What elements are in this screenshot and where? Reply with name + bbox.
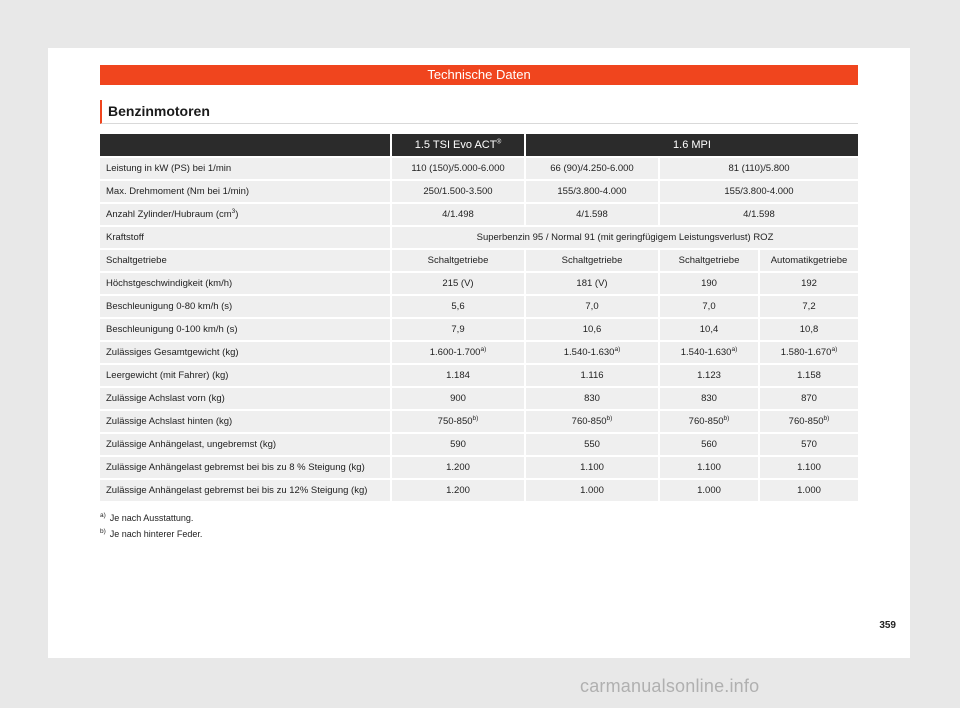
section-heading: [100, 100, 858, 124]
cell: 1.540-1.630$^{a)}$: [658, 342, 758, 363]
cell: 550: [524, 434, 658, 455]
section-title: Benzinmotoren: [108, 103, 210, 119]
cell: 7,0: [658, 296, 758, 317]
row-label: Beschleunigung 0-80 km/h (s): [100, 296, 390, 317]
cell: 1.600-1.700$^{a)}$: [390, 342, 524, 363]
cell: 750-850$^{b)}$: [390, 411, 524, 432]
row-label: Zulässige Achslast vorn (kg): [100, 388, 390, 409]
cell: 1.100: [758, 457, 858, 478]
cell: 155/3.800-4.000: [524, 181, 658, 202]
watermark-text: carmanualsonline.info: [580, 676, 760, 696]
row-label: Kraftstoff: [100, 227, 390, 248]
cell: 192: [758, 273, 858, 294]
header-blank-cell: [100, 134, 390, 156]
row-label: Leistung in kW (PS) bei 1/min: [100, 158, 390, 179]
row-label: Anzahl Zylinder/Hubraum $(cm^3)$: [100, 204, 390, 225]
cell: 1.184: [390, 365, 524, 386]
cell: 830: [658, 388, 758, 409]
cell: 560: [658, 434, 758, 455]
cell: 250/1.500-3.500: [390, 181, 524, 202]
cell: 4/1.598: [658, 204, 858, 225]
cell: 181 (V): [524, 273, 658, 294]
row-label: Zulässige Anhängelast, ungebremst (kg): [100, 434, 390, 455]
cell: 190: [658, 273, 758, 294]
cell: 215 (V): [390, 273, 524, 294]
cell: 590: [390, 434, 524, 455]
row-label: Zulässige Achslast hinten (kg): [100, 411, 390, 432]
cell: 760-850$^{b)}$: [658, 411, 758, 432]
chapter-title: Technische Daten: [427, 67, 531, 82]
cell: 10,8: [758, 319, 858, 340]
table-header-row: [100, 134, 858, 156]
cell: 10,6: [524, 319, 658, 340]
table-row: [100, 388, 858, 409]
cell: 7,2: [758, 296, 858, 317]
table-row: [100, 342, 858, 363]
row-label: Zulässige Anhängelast gebremst bei bis zu 8 % Steigung (kg): [100, 457, 390, 478]
cell: 1.580-1.670$^{a)}$: [758, 342, 858, 363]
table-row: [100, 181, 858, 202]
table-row: [100, 411, 858, 432]
cell: 1.100: [524, 457, 658, 478]
cell: 110 (150)/5.000-6.000: [390, 158, 524, 179]
row-label: Leergewicht (mit Fahrer) (kg): [100, 365, 390, 386]
row-label: Höchstgeschwindigkeit (km/h): [100, 273, 390, 294]
cell: 155/3.800-4.000: [658, 181, 858, 202]
cell: 760-850$^{b)}$: [524, 411, 658, 432]
cell: 10,4: [658, 319, 758, 340]
row-label: Zulässige Anhängelast gebremst bei bis zu 12% Steigung (kg): [100, 480, 390, 501]
cell: 870: [758, 388, 858, 409]
table-row: [100, 365, 858, 386]
cell: 5,6: [390, 296, 524, 317]
row-label: Max. Drehmoment (Nm bei 1/min): [100, 181, 390, 202]
cell: 1.200: [390, 480, 524, 501]
tech-data-table: [100, 132, 858, 503]
manual-page: [48, 48, 910, 658]
footnotes: [100, 513, 202, 545]
cell: 1.540-1.630$^{a)}$: [524, 342, 658, 363]
cell: Superbenzin 95 / Normal 91 (mit geringfügigem Leistungsverlust) ROZ: [390, 227, 858, 248]
header-engine-1: 1.5 TSI Evo ACT®: [390, 134, 524, 156]
table-row: [100, 296, 858, 317]
cell: Schaltgetriebe: [658, 250, 758, 271]
table-row: [100, 204, 858, 225]
cell: 4/1.498: [390, 204, 524, 225]
cell: Schaltgetriebe: [390, 250, 524, 271]
cell: 830: [524, 388, 658, 409]
row-label: Zulässiges Gesamtgewicht (kg): [100, 342, 390, 363]
table-row: [100, 480, 858, 501]
cell: 760-850$^{b)}$: [758, 411, 858, 432]
row-label: Beschleunigung 0-100 km/h (s): [100, 319, 390, 340]
table-row: [100, 457, 858, 478]
row-label: Schaltgetriebe: [100, 250, 390, 271]
cell: Schaltgetriebe: [524, 250, 658, 271]
cell: 4/1.598: [524, 204, 658, 225]
registered-mark: ®: [496, 138, 502, 146]
header-engine-2: 1.6 MPI: [524, 134, 858, 156]
cell: 1.200: [390, 457, 524, 478]
cell: 1.000: [758, 480, 858, 501]
table-row: [100, 227, 858, 248]
cell: 1.100: [658, 457, 758, 478]
cell: 900: [390, 388, 524, 409]
table-row: [100, 158, 858, 179]
cell: 570: [758, 434, 858, 455]
cell: 1.123: [658, 365, 758, 386]
table-row: [100, 434, 858, 455]
cell: 1.116: [524, 365, 658, 386]
cell: 1.000: [658, 480, 758, 501]
cell: Automatikgetriebe: [758, 250, 858, 271]
table-row: [100, 273, 858, 294]
cell: 7,9: [390, 319, 524, 340]
footnote: $^{b)}$ Je nach hinterer Feder.: [100, 528, 203, 539]
chapter-header: [100, 65, 858, 85]
footnote: $^{a)}$ Je nach Ausstattung.: [100, 512, 194, 523]
table-row: [100, 250, 858, 271]
cell: 1.158: [758, 365, 858, 386]
cell: 81 (110)/5.800: [658, 158, 858, 179]
page-number: 359: [879, 620, 896, 631]
table-row: [100, 319, 858, 340]
cell: 1.000: [524, 480, 658, 501]
cell: 7,0: [524, 296, 658, 317]
cell: 66 (90)/4.250-6.000: [524, 158, 658, 179]
